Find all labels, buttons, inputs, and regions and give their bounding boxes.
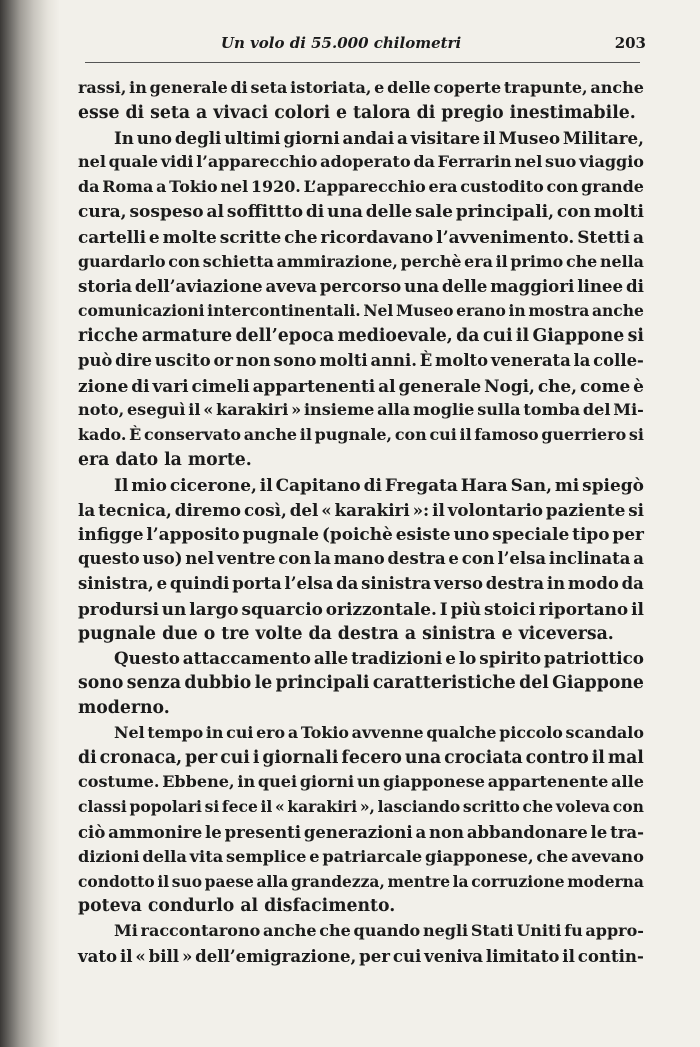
text-line: kado. È conservato anche il pugnale, con cui il famoso guerriero si	[78, 425, 644, 445]
text-line: ciò ammonire le presenti generazioni a non abbandonare le tra-	[78, 821, 644, 842]
running-head	[76, 30, 646, 56]
text-line: da Roma a Tokio nel 1920. L’apparecchio era custodito con grande	[78, 177, 644, 197]
text-line: condotto il suo paese alla grandezza, mentre la corruzione moderna	[78, 871, 644, 891]
text-line: storia dell’aviazione aveva percorso una delle maggiori linee di	[78, 276, 644, 297]
text-line: Mi raccontarono anche che quando negli Stati Uniti fu appro-	[114, 921, 644, 941]
running-title: Un volo di 55.000 chilometri	[220, 34, 462, 52]
text-line: vato il « bill » dell’emigrazione, per cui veniva limitato il contin-	[78, 945, 644, 966]
text-line: dizioni della vita semplice e patriarcale giapponese, che avevano	[78, 846, 644, 866]
text-line: pugnale due o tre volte da destra a sinistra e viceversa.	[78, 623, 614, 644]
text-line: zione di vari cimeli appartenenti al generale Nogi, che, come è	[78, 375, 644, 396]
text-line: sinistra, e quindi porta l’elsa da sinistra verso destra in modo da	[78, 573, 644, 593]
text-line: nel quale vidi l’apparecchio adoperato da Ferrarin nel suo viaggio	[78, 152, 644, 172]
text-line: Nel tempo in cui ero a Tokio avvenne qualche piccolo scandalo	[114, 722, 644, 742]
body-text	[78, 76, 644, 969]
text-line: la tecnica, diremo così, del « karakiri »: il volontario paziente si	[78, 499, 644, 520]
text-line: di cronaca, per cui i giornali fecero una crociata contro il mal	[78, 747, 644, 768]
text-line: era dato la morte.	[78, 449, 252, 470]
text-line: Il mio cicerone, il Capitano di Fregata Hara San, mi spiegò	[114, 474, 644, 495]
text-line: costume. Ebbene, in quei giorni un giapponese appartenente alle	[78, 772, 644, 792]
text-line: ricche armature dell’epoca medioevale, da cui il Giappone si	[78, 325, 644, 346]
text-line: cura, sospeso al soffittto di una delle sale principali, con molti	[78, 201, 644, 222]
text-line: può dire uscito or non sono molti anni. È molto venerata la colle-	[78, 350, 644, 370]
text-line: questo uso) nel ventre con la mano destra e con l’elsa inclinata a	[78, 549, 644, 569]
text-line: guardarlo con schietta ammirazione, perchè era il primo che nella	[78, 251, 644, 271]
text-line: moderno.	[78, 697, 170, 718]
text-line: esse di seta a vivaci colori e talora di pregio inestimabile.	[78, 102, 636, 123]
header-rule	[85, 62, 640, 63]
text-line: In uno degli ultimi giorni andai a visitare il Museo Militare,	[114, 127, 644, 148]
binding-shadow	[0, 0, 60, 1047]
text-line: poteva condurlo al disfacimento.	[78, 896, 396, 917]
text-line: infigge l’apposito pugnale (poichè esiste uno speciale tipo per	[78, 524, 644, 545]
page-number: 203	[614, 34, 646, 52]
text-line: classi popolari si fece il « karakiri », lasciando scritto che voleva con	[78, 797, 644, 817]
text-line: prodursi un largo squarcio orizzontale. I più stoici riportano il	[78, 598, 644, 619]
text-line: cartelli e molte scritte che ricordavano l’avvenimento. Stetti a	[78, 226, 644, 247]
text-line: sono senza dubbio le principali caratteristiche del Giappone	[78, 673, 644, 694]
text-line: noto, eseguì il « karakiri » insieme alla moglie sulla tomba del Mi-	[78, 400, 644, 420]
text-line: Questo attaccamento alle tradizioni e lo spirito patriottico	[114, 648, 644, 669]
text-line: comunicazioni intercontinentali. Nel Museo erano in mostra anche	[78, 301, 644, 321]
text-line: rassi, in generale di seta istoriata, e delle coperte trapunte, anche	[78, 78, 644, 97]
